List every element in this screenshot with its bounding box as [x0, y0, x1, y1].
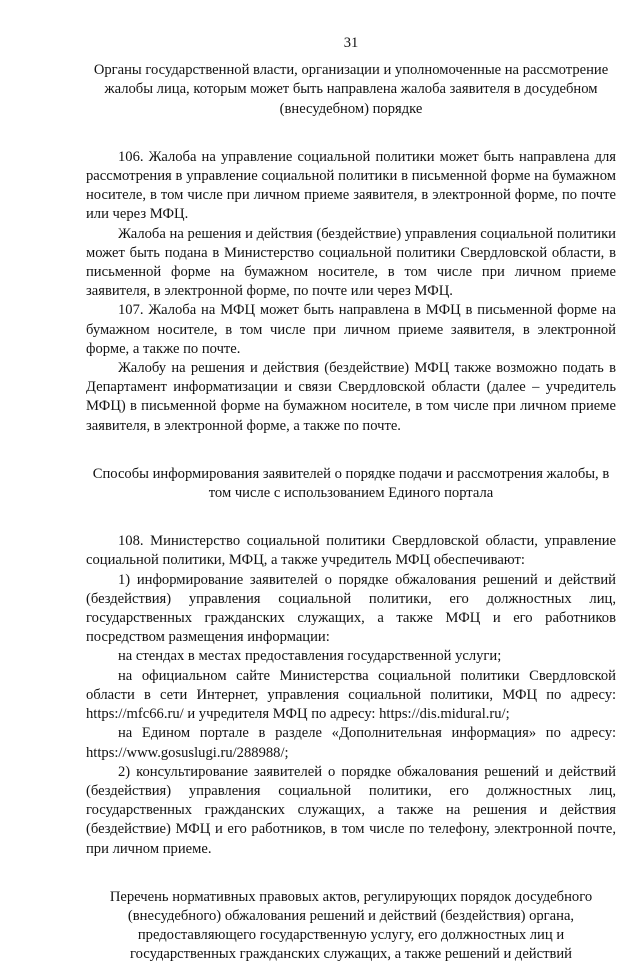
- section-heading-regulatory-acts: Перечень нормативных правовых актов, регулирующих порядок досудебного (внесудебного) обжалования решений и действий (бездействия) органа, предоставляющего государственную услугу, его должностных лиц и государственных гражданских служащих, а также решений и действий: [109, 888, 593, 963]
- list-item-1-informing: 1) информирование заявителей о порядке обжалования решений и действий (бездействия) управления социальной политики, его должностных лиц, государственных гражданских служащих, а также МФЦ и его работников посредством размещения информации:: [86, 571, 616, 646]
- section-heading-complaint-bodies: Органы государственной власти, организации и уполномоченные на рассмотрение жалобы лица, которым может быть направлена жалоба заявителя в досудебном (внесудебном) порядке: [93, 62, 609, 117]
- list-item-unified-portal: на Едином портале в разделе «Дополнительная информация» по адресу: https://www.gosuslugi.ru/288988/;: [86, 725, 616, 761]
- section-heading-informing-methods: Способы информирования заявителей о порядке подачи и рассмотрения жалобы, в том числе с использованием Единого портала: [92, 465, 610, 502]
- paragraph-107: 107. Жалоба на МФЦ может быть направлена в МФЦ в письменной форме на бумажном носителе, в том числе при личном приеме заявителя, в электронной форме, а также по почте.: [86, 302, 616, 357]
- page-number: 31: [343, 35, 359, 51]
- paragraph-107-department: Жалобу на решения и действия (бездействие) МФЦ также возможно подать в Департамент информатизации и связи Свердловской области (далее – учредитель МФЦ) в письменной форме на бумажном носителе, в том числе при личном приеме заявителя, в электронной форме, а также по почте.: [86, 360, 616, 434]
- spacer: [86, 119, 616, 148]
- paragraph-108: 108. Министерство социальной политики Свердловской области, управление социальной политики, МФЦ, а также учредитель МФЦ обеспечивают:: [86, 533, 616, 569]
- list-item-stands: на стендах в местах предоставления государственной услуги;: [118, 648, 502, 665]
- paragraph-106-ministry: Жалоба на решения и действия (бездействие) управления социальной политики может быть подана в Министерство социальной политики Свердловской области, в письменной форме на бумажном носителе, в том числе при личном приеме заявителя, в электронной форме, по почте или через МФЦ.: [86, 225, 616, 300]
- spacer: [86, 436, 616, 465]
- spacer: [86, 503, 616, 532]
- spacer: [86, 859, 616, 888]
- list-item-official-site: на официальном сайте Министерства социальной политики Свердловской области в сети Интернет, управления социальной политики, МФЦ по адресу: https://mfc66.ru/ и учредителя МФЦ по адресу: https://dis.midural.ru/;: [86, 667, 616, 723]
- paragraph-106: 106. Жалоба на управление социальной политики может быть направлена для рассмотрения в управление социальной политики в письменной форме на бумажном носителе, в том числе при личном приеме заявителя, в электронной форме, по почте или через МФЦ.: [86, 148, 616, 223]
- list-item-2-consulting: 2) консультирование заявителей о порядке обжалования решений и действий (бездействия) управления социальной политики, его должностных лиц, государственных гражданских служащих, а также на решения и действия (бездействие) МФЦ и его работников, в том числе по телефону, электронной почте, при личном приеме.: [86, 763, 616, 857]
- document-page: [86, 34, 616, 965]
